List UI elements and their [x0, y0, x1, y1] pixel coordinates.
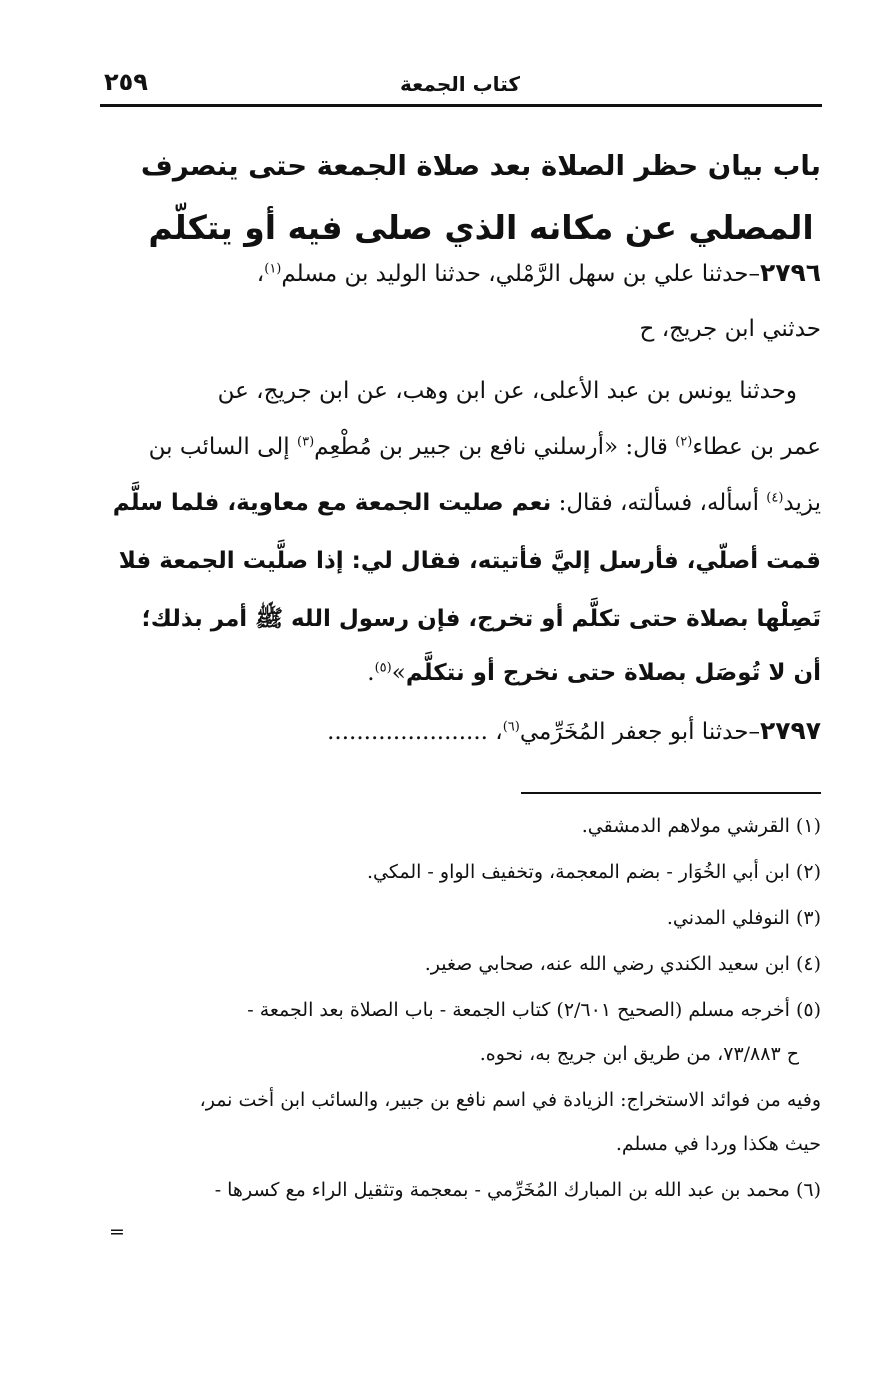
footnote-ref: (١): [264, 261, 282, 277]
text-run: ، ......................: [327, 719, 503, 745]
text-run: قال: «أرسلني نافع بن جبير بن مُطْعِم: [314, 434, 676, 460]
footnote-1: (١) القرشي مولاهم الدمشقي.: [581, 815, 821, 837]
text-run: ،: [256, 261, 265, 287]
text-run: عمر بن عطاء: [692, 434, 821, 460]
footnote-3: (٣) النوفلي المدني.: [666, 907, 821, 929]
footnote-separator: [521, 792, 821, 794]
footnote-6: (٦) محمد بن عبد الله بن المبارك المُخَرِّمي - بمعجمة وتثقيل الراء مع كسرها -: [214, 1179, 821, 1201]
footnote-5-cont: ح ٧٣/٨٨٣، من طريق ابن جريج به، نحوه.: [479, 1043, 799, 1065]
text-run: .: [367, 660, 375, 686]
hadith-2797-line-1: [327, 716, 821, 745]
text-run: –حدثنا أبو جعفر المُخَرِّمي: [519, 719, 760, 745]
footnote-ref: (٣): [297, 434, 315, 450]
footnote-ref: (٤): [766, 490, 784, 506]
hadith-2796-line-7: تَصِلْها بصلاة حتى تكلَّم أو تخرج، فإن رسول الله ﷺ أمر بذلك؛: [141, 606, 821, 632]
footnote-5-note-cont: حيث هكذا وردا في مسلم.: [615, 1133, 821, 1155]
footnote-5: (٥) أخرجه مسلم (الصحيح ٢/٦٠١) كتاب الجمعة - باب الصلاة بعد الجمعة -: [247, 999, 821, 1021]
hadith-number: ٢٧٩٦: [759, 258, 821, 287]
text-run: –حدثنا علي بن سهل الرَّمْلي، حدثنا الوليد بن مسلم: [281, 261, 760, 287]
footnote-ref: (٦): [502, 719, 520, 735]
bold-text-run: أن لا تُوصَل بصلاة حتى نخرج أو نتكلَّم: [405, 660, 821, 686]
text-run: يزيد: [783, 490, 821, 516]
footnote-ref: (٥): [374, 660, 392, 676]
hadith-2796-line-5: [113, 490, 821, 516]
hadith-2796-line-1: [257, 258, 821, 287]
footnote-ref: (٢): [675, 434, 693, 450]
header-title: كتاب الجمعة: [400, 72, 520, 96]
header-rule: [100, 104, 822, 107]
bold-text-run: نعم صليت الجمعة مع معاوية، فلما سلَّم: [112, 490, 552, 516]
hadith-2796-line-8: [367, 660, 821, 686]
hadith-2796-line-6: قمت أصلّي، فأرسل إليَّ فأتيته، فقال لي: إذا صلَّيت الجمعة فلا: [118, 548, 821, 574]
hadith-2796-line-3: وحدثنا يونس بن عبد الأعلى، عن ابن وهب، عن ابن جريج، عن: [217, 378, 797, 404]
text-run: إلى السائب بن: [148, 434, 297, 460]
text-run: أسأله، فسألته، فقال:: [551, 490, 767, 516]
text-run: »: [391, 660, 406, 686]
hadith-2796-line-2: حدثني ابن جريج، ح: [639, 316, 821, 342]
chapter-heading-line-2: المصلي عن مكانه الذي صلى فيه أو يتكلّم: [148, 208, 814, 247]
chapter-heading: [141, 135, 821, 259]
footnote-continuation-mark: =: [109, 1221, 125, 1243]
footnote-5-note: وفيه من فوائد الاستخراج: الزيادة في اسم نافع بن جبير، والسائب ابن أخت نمر،: [199, 1089, 821, 1111]
chapter-heading-line-1: باب بيان حظر الصلاة بعد صلاة الجمعة حتى ينصرف: [140, 150, 821, 182]
hadith-2796-line-4: [149, 434, 821, 460]
footnote-4: (٤) ابن سعيد الكندي رضي الله عنه، صحابي صغير.: [424, 953, 821, 975]
footnote-2: (٢) ابن أبي الخُوَار - بضم المعجمة، وتخفيف الواو - المكي.: [366, 861, 821, 883]
page-number: ٢٥٩: [104, 68, 148, 96]
running-header: [100, 66, 822, 106]
hadith-number: ٢٧٩٧: [759, 716, 821, 745]
